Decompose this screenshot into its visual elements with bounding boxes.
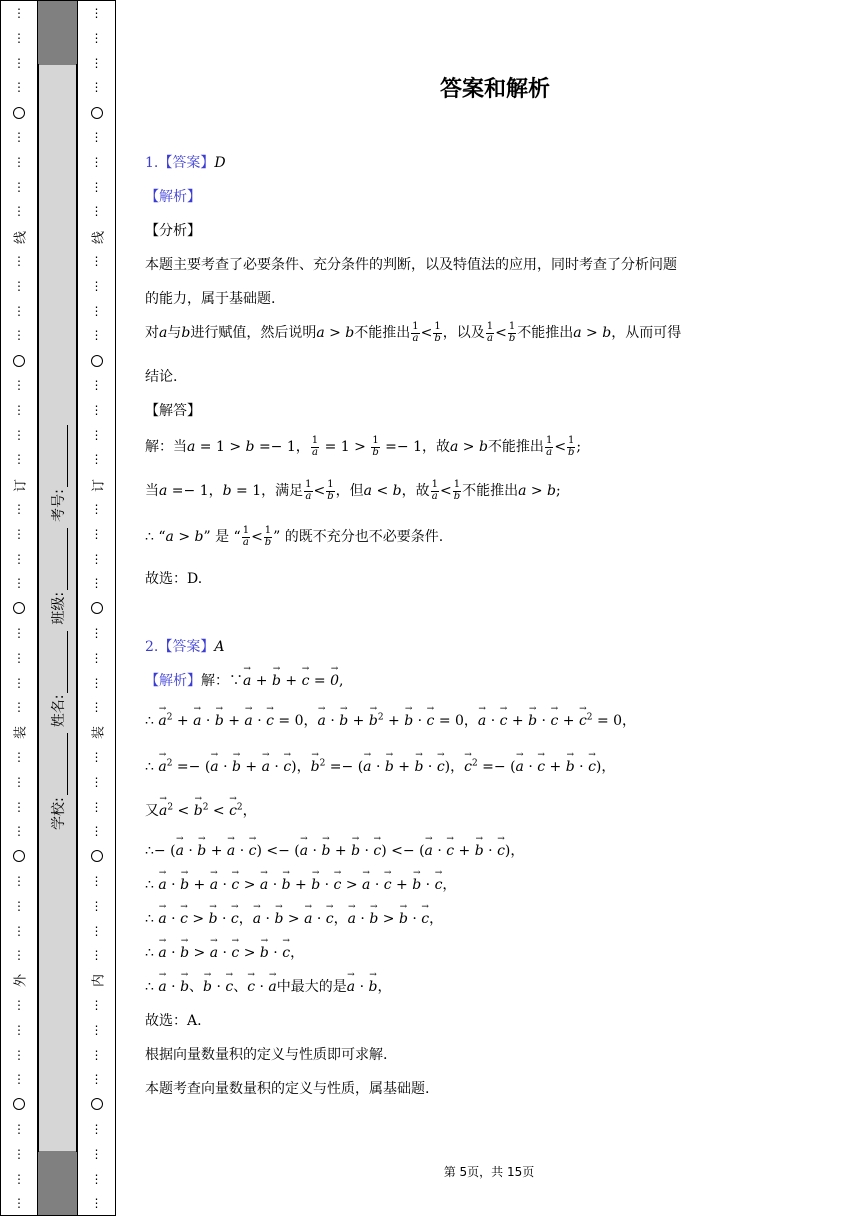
binding-dots: ⋮ (13, 502, 25, 516)
binding-dots: ⋮ (13, 1023, 25, 1037)
binding-dots: ⋮ (90, 750, 103, 764)
binding-dots: ⋮ (90, 676, 103, 690)
binding-dots: ⋮ (13, 700, 25, 714)
binding-dots: ⋮ (90, 527, 103, 541)
school-line[interactable] (54, 733, 68, 795)
binding-dots: ⋮ (90, 452, 103, 466)
q1-analysis-2: 的能力，属于基础题. (145, 291, 276, 307)
binding-dots: ⋮ (13, 1072, 25, 1086)
binding-dots: ⋮ (13, 6, 25, 20)
q1-jiexi-label: 【解析】 (145, 189, 201, 205)
binding-dots: ⋮ (13, 1048, 25, 1062)
name-line[interactable] (54, 631, 68, 693)
binding-dots: ⋮ (13, 552, 25, 566)
binding-dots: ⋮ (13, 527, 25, 541)
binding-dots: ⋮ (90, 502, 103, 516)
binding-dots: ⋮ (13, 1147, 25, 1161)
q1-conclusion: 故选：D. (145, 571, 203, 587)
binding-dots: ⋮ (90, 254, 103, 268)
binding-dots: ⋮ (13, 155, 25, 169)
binding-dots: ⋮ (90, 1147, 103, 1161)
binding-dots: ⋮ (90, 80, 103, 94)
exam-number-label: 考号: (50, 489, 67, 522)
binding-circle (13, 850, 25, 862)
q2-step-8: ∴ → a · → b、→ b · → c、→ c · → a中最大的是→ a · → b， (145, 976, 391, 996)
binding-dots: ⋮ (13, 304, 25, 318)
q2-conclusion: 故选：A. (145, 1013, 202, 1029)
binding-dots: ⋮ (13, 279, 25, 293)
binding-circle (91, 1098, 103, 1110)
q1-fenxi-label: 【分析】 (145, 223, 201, 239)
q2-step-7: ∴ → a · → b > → a · → c > → b · → c， (145, 942, 304, 962)
binding-dots: ⋮ (90, 924, 103, 938)
binding-dots: ⋮ (13, 948, 25, 962)
binding-dots: ⋮ (90, 998, 103, 1012)
q2-step-4: ∴− (→ a · → b + → a · → c) <− (→ a · → b + → b · → c) <− (→ a · → c + → b · → c)， (145, 840, 524, 860)
binding-dots: ⋮ (13, 775, 25, 789)
binding-dots: ⋮ (90, 1196, 103, 1210)
binding-char: 线 (13, 230, 29, 245)
binding-dots: ⋮ (90, 874, 103, 888)
school-field[interactable] (48, 733, 68, 830)
q2-note-1: 根据向量数量积的定义与性质即可求解. (145, 1047, 388, 1063)
binding-dots: ⋮ (13, 750, 25, 764)
binding-circle (13, 355, 25, 367)
binding-dots: ⋮ (90, 948, 103, 962)
binding-dots: ⋮ (90, 824, 103, 838)
binding-dots: ⋮ (13, 452, 25, 466)
binding-dots: ⋮ (90, 1048, 103, 1062)
q1-analysis-1: 本题主要考查了必要条件、充分条件的判断，以及特值法的应用，同时考查了分析问题 (145, 257, 677, 273)
binding-char: 装 (13, 725, 29, 740)
q1-method-2: 结论. (145, 369, 178, 385)
binding-dots: ⋮ (90, 800, 103, 814)
q2-step-6: ∴ → a · → c > → b · → c，→ a · → b > → a · → c，→ a · → b > → b · → c， (145, 908, 443, 928)
binding-dots: ⋮ (90, 6, 103, 20)
binding-dots: ⋮ (13, 80, 25, 94)
binding-char: 订 (91, 478, 106, 493)
binding-dots: ⋮ (90, 899, 103, 913)
class-line[interactable] (54, 528, 68, 590)
binding-char: 线 (91, 230, 106, 245)
q1-method-line: 对a与b进行赋值，然后说明a > b不能推出 $\frac{1}{a}$ < $\frac{1}{b}$ ，以及 $\frac{1}{a}$ < $\frac{1}{b}$ 不能推出a > b，从而可得 (145, 321, 682, 344)
strip-dark-top (38, 1, 77, 65)
binding-char: 装 (91, 725, 106, 740)
binding-dots: ⋮ (13, 998, 25, 1012)
page-footer: 第 5页，共 15页 (443, 1165, 535, 1179)
binding-dots: ⋮ (90, 56, 103, 70)
binding-dots: ⋮ (90, 130, 103, 144)
binding-dots: ⋮ (13, 800, 25, 814)
binding-dots: ⋮ (13, 899, 25, 913)
student-info-fields (38, 390, 77, 830)
binding-dots: ⋮ (13, 31, 25, 45)
binding-char: 外 (13, 973, 29, 988)
q1-answer-line (145, 152, 226, 172)
binding-dots: ⋮ (90, 700, 103, 714)
binding-circle (91, 602, 103, 614)
q1-solution-3: ∴ “a > b” 是 “ $\frac{1}{a}$ < $\frac{1}{b}$ ” 的既不充分也不必要条件. (145, 525, 444, 548)
binding-dots: ⋮ (90, 279, 103, 293)
q2-given: 【解析】解：∵→ a + → b + → c = → 0, (145, 670, 343, 690)
binding-dots: ⋮ (13, 180, 25, 194)
page-title: 答案和解析 (439, 77, 550, 102)
binding-dots: ⋮ (13, 924, 25, 938)
binding-dots: ⋮ (13, 676, 25, 690)
q2-step-1: ∴ → $a^2$ + → a · → b + → a · → c = 0，→ a · → b + → $b^2$ + → b · → c = 0，→ a · → c + → b · → c + → $c^2 = 0$， (145, 710, 636, 730)
binding-dots: ⋮ (13, 328, 25, 342)
q2-step-5: ∴ → a · → b + → a · → c > → a · → b + → b · → c > → a · → c + → b · → c， (145, 874, 456, 894)
binding-char: 内 (91, 973, 106, 988)
binding-dots: ⋮ (90, 576, 103, 590)
binding-dots: ⋮ (13, 56, 25, 70)
binding-dots: ⋮ (90, 31, 103, 45)
binding-dots: ⋮ (90, 378, 103, 392)
class-field[interactable] (48, 528, 68, 625)
binding-dots: ⋮ (90, 428, 103, 442)
binding-dots: ⋮ (13, 1172, 25, 1186)
binding-circle (13, 107, 25, 119)
q2-note-2: 本题考查向量数量积的定义与性质，属基础题. (145, 1081, 430, 1097)
q2-answer-line (145, 636, 224, 656)
binding-dots: ⋮ (90, 1023, 103, 1037)
q1-solution-1: 解：当a = 1 > b =− 1， $\frac{1}{a}$ = 1 > $\frac{1}{b}$ =− 1，故a > b不能推出 $\frac{1}{a}$ < $\frac{1}{b}$ ; (145, 435, 582, 458)
name-field[interactable] (48, 631, 68, 728)
binding-dots: ⋮ (90, 626, 103, 640)
binding-dots: ⋮ (13, 254, 25, 268)
binding-circle (91, 850, 103, 862)
q1-jieda-label: 【解答】 (145, 403, 201, 419)
binding-dots: ⋮ (90, 155, 103, 169)
binding-circle (91, 107, 103, 119)
binding-dots: ⋮ (90, 651, 103, 665)
q1-number: 1.【答案】 (145, 155, 215, 171)
binding-dots: ⋮ (90, 328, 103, 342)
binding-dots: ⋮ (13, 1196, 25, 1210)
strip-dark-bottom (38, 1151, 77, 1215)
class-label: 班级: (50, 591, 67, 625)
binding-dots: ⋮ (13, 1122, 25, 1136)
q1-answer: D (214, 155, 226, 171)
binding-dots: ⋮ (13, 204, 25, 218)
binding-dots: ⋮ (13, 403, 25, 417)
binding-dots: ⋮ (13, 651, 25, 665)
q2-answer: A (214, 639, 225, 655)
q2-number: 2.【答案】 (145, 639, 215, 655)
name-label: 姓名: (50, 694, 67, 728)
outer-binding-strip (0, 0, 38, 1216)
binding-dots: ⋮ (90, 1072, 103, 1086)
binding-dots: ⋮ (13, 428, 25, 442)
binding-dots: ⋮ (13, 824, 25, 838)
q2-step-3: 又→ $a^2$ < → $b^2$ < → $c^2$， (145, 800, 257, 820)
binding-char: 订 (13, 478, 29, 493)
binding-dots: ⋮ (90, 775, 103, 789)
binding-dots: ⋮ (90, 1172, 103, 1186)
binding-dots: ⋮ (90, 552, 103, 566)
exam-number-field[interactable] (48, 425, 68, 522)
binding-dots: ⋮ (13, 130, 25, 144)
binding-dots: ⋮ (13, 874, 25, 888)
binding-dots: ⋮ (90, 1122, 103, 1136)
binding-circle (13, 1098, 25, 1110)
binding-dots: ⋮ (90, 304, 103, 318)
school-label: 学校: (50, 797, 67, 830)
binding-dots: ⋮ (90, 204, 103, 218)
inner-binding-strip (77, 0, 116, 1216)
binding-dots: ⋮ (13, 576, 25, 590)
binding-dots: ⋮ (90, 403, 103, 417)
binding-circle (13, 602, 25, 614)
q1-solution-2: 当a =− 1，b = 1，满足 $\frac{1}{a}$ < $\frac{1}{b}$ ，但a < b，故 $\frac{1}{a}$ < $\frac{1}{b}$ 不能推出a > b; (145, 479, 561, 502)
binding-dots: ⋮ (13, 626, 25, 640)
binding-circle (91, 355, 103, 367)
binding-dots: ⋮ (90, 180, 103, 194)
q2-step-2: ∴ → $a^2$ =− (→ a · → b + → a · → c)，→ $b^2$ =− (→ a · → b + → b · → c)，→ $c^2$ =− (→ a · → c + → b · → c)， (145, 756, 615, 776)
binding-dots: ⋮ (13, 378, 25, 392)
exam-number-line[interactable] (54, 425, 68, 487)
